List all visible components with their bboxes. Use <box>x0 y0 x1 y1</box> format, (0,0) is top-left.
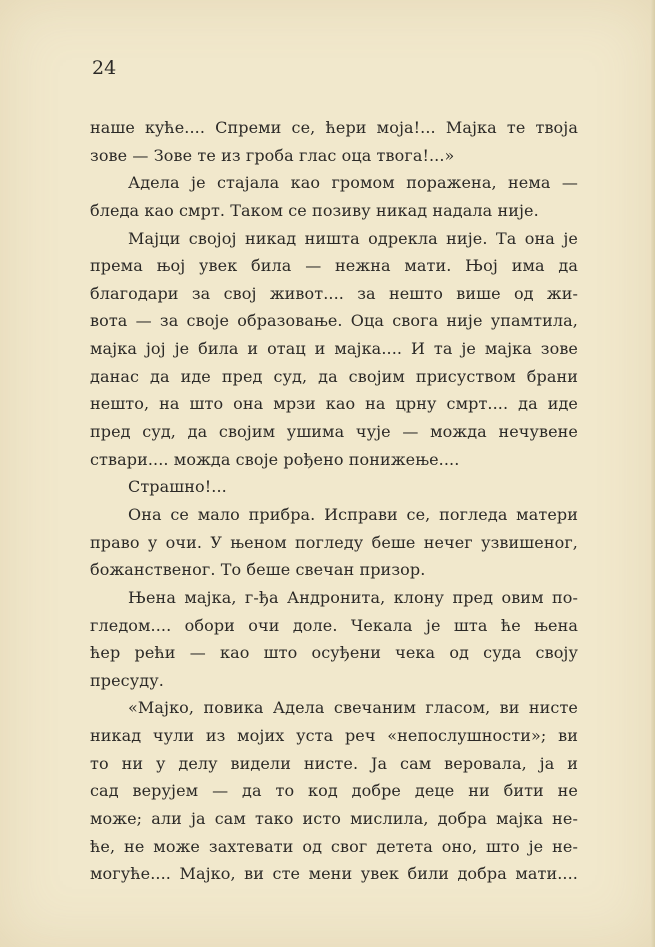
text-line: благодари за свој живот.... за нешто више од жи- <box>90 283 578 303</box>
text-line: ће, не може захтевати од свог детета оно, што је не- <box>90 836 578 856</box>
text-line: може; али ја сам тако исто мислила, добра мајка не- <box>90 809 578 829</box>
text-line: пред суд, да својим ушима чује — можда нечувене <box>90 422 578 442</box>
text-line: ћер рећи — као што осуђени чека од суда своју <box>90 643 578 663</box>
text-line: мајка јој је била и отац и мајка.... И та је мајка зове <box>90 339 578 359</box>
text-line: нешто, на што она мрзи као на црну смрт.... да иде <box>90 394 578 414</box>
text-line: право у очи. У њеном погледу беше нечег узвишеног, <box>90 532 578 552</box>
text-line: могуће.... Мајко, ви сте мени увек били добра мати.... <box>90 864 578 884</box>
text-line: никад чули из мојих уста реч «непослушности»; ви <box>90 726 578 746</box>
text-line: то ни у делу видели нисте. Ја сам веровала, ја и <box>90 753 578 773</box>
text-line: гледом.... обори очи доле. Чекала је шта ће њена <box>90 615 578 635</box>
text-line: божанственог. То беше свечан призор. <box>90 560 426 580</box>
text-line: бледа као смрт. Таком се позиву никад надала није. <box>90 200 539 220</box>
text-line: Страшно!... <box>128 477 227 497</box>
text-line: наше кyће.... Спреми се, ћери моја!... Мајка те твоја <box>90 118 578 137</box>
body-text <box>90 114 578 888</box>
text-line: Њена мајка, г-ђа Андронита, клону пред овим по- <box>128 587 578 607</box>
page-edge <box>651 0 655 947</box>
text-line: вота — за своје образовање. Оца свога није упамтила, <box>90 311 578 331</box>
text-line: данас да иде пред суд, да својим присуством брани <box>90 366 578 386</box>
text-line: «Мајко, повика Адела свечаним гласом, ви нисте <box>128 698 578 718</box>
text-line: Мајци својој никад ништа одрекла није. Та она је <box>128 228 578 248</box>
text-line: пресуду. <box>90 670 164 690</box>
text-line: зове — Зове те из гроба глас оца твога!...» <box>90 145 455 165</box>
text-line: Она се мало прибра. Исправи се, погледа матери <box>128 504 578 524</box>
text-line: према њој увек била — нежна мати. Њој има да <box>90 256 578 276</box>
text-line: Адела је стајала као громом поражена, нема — <box>128 173 578 193</box>
page-number: 24 <box>92 57 117 79</box>
text-line: ствари.... можда своје рођено понижење.... <box>90 449 460 469</box>
text-line: сад верујем — да то код добре деце ни бити не <box>90 781 578 801</box>
